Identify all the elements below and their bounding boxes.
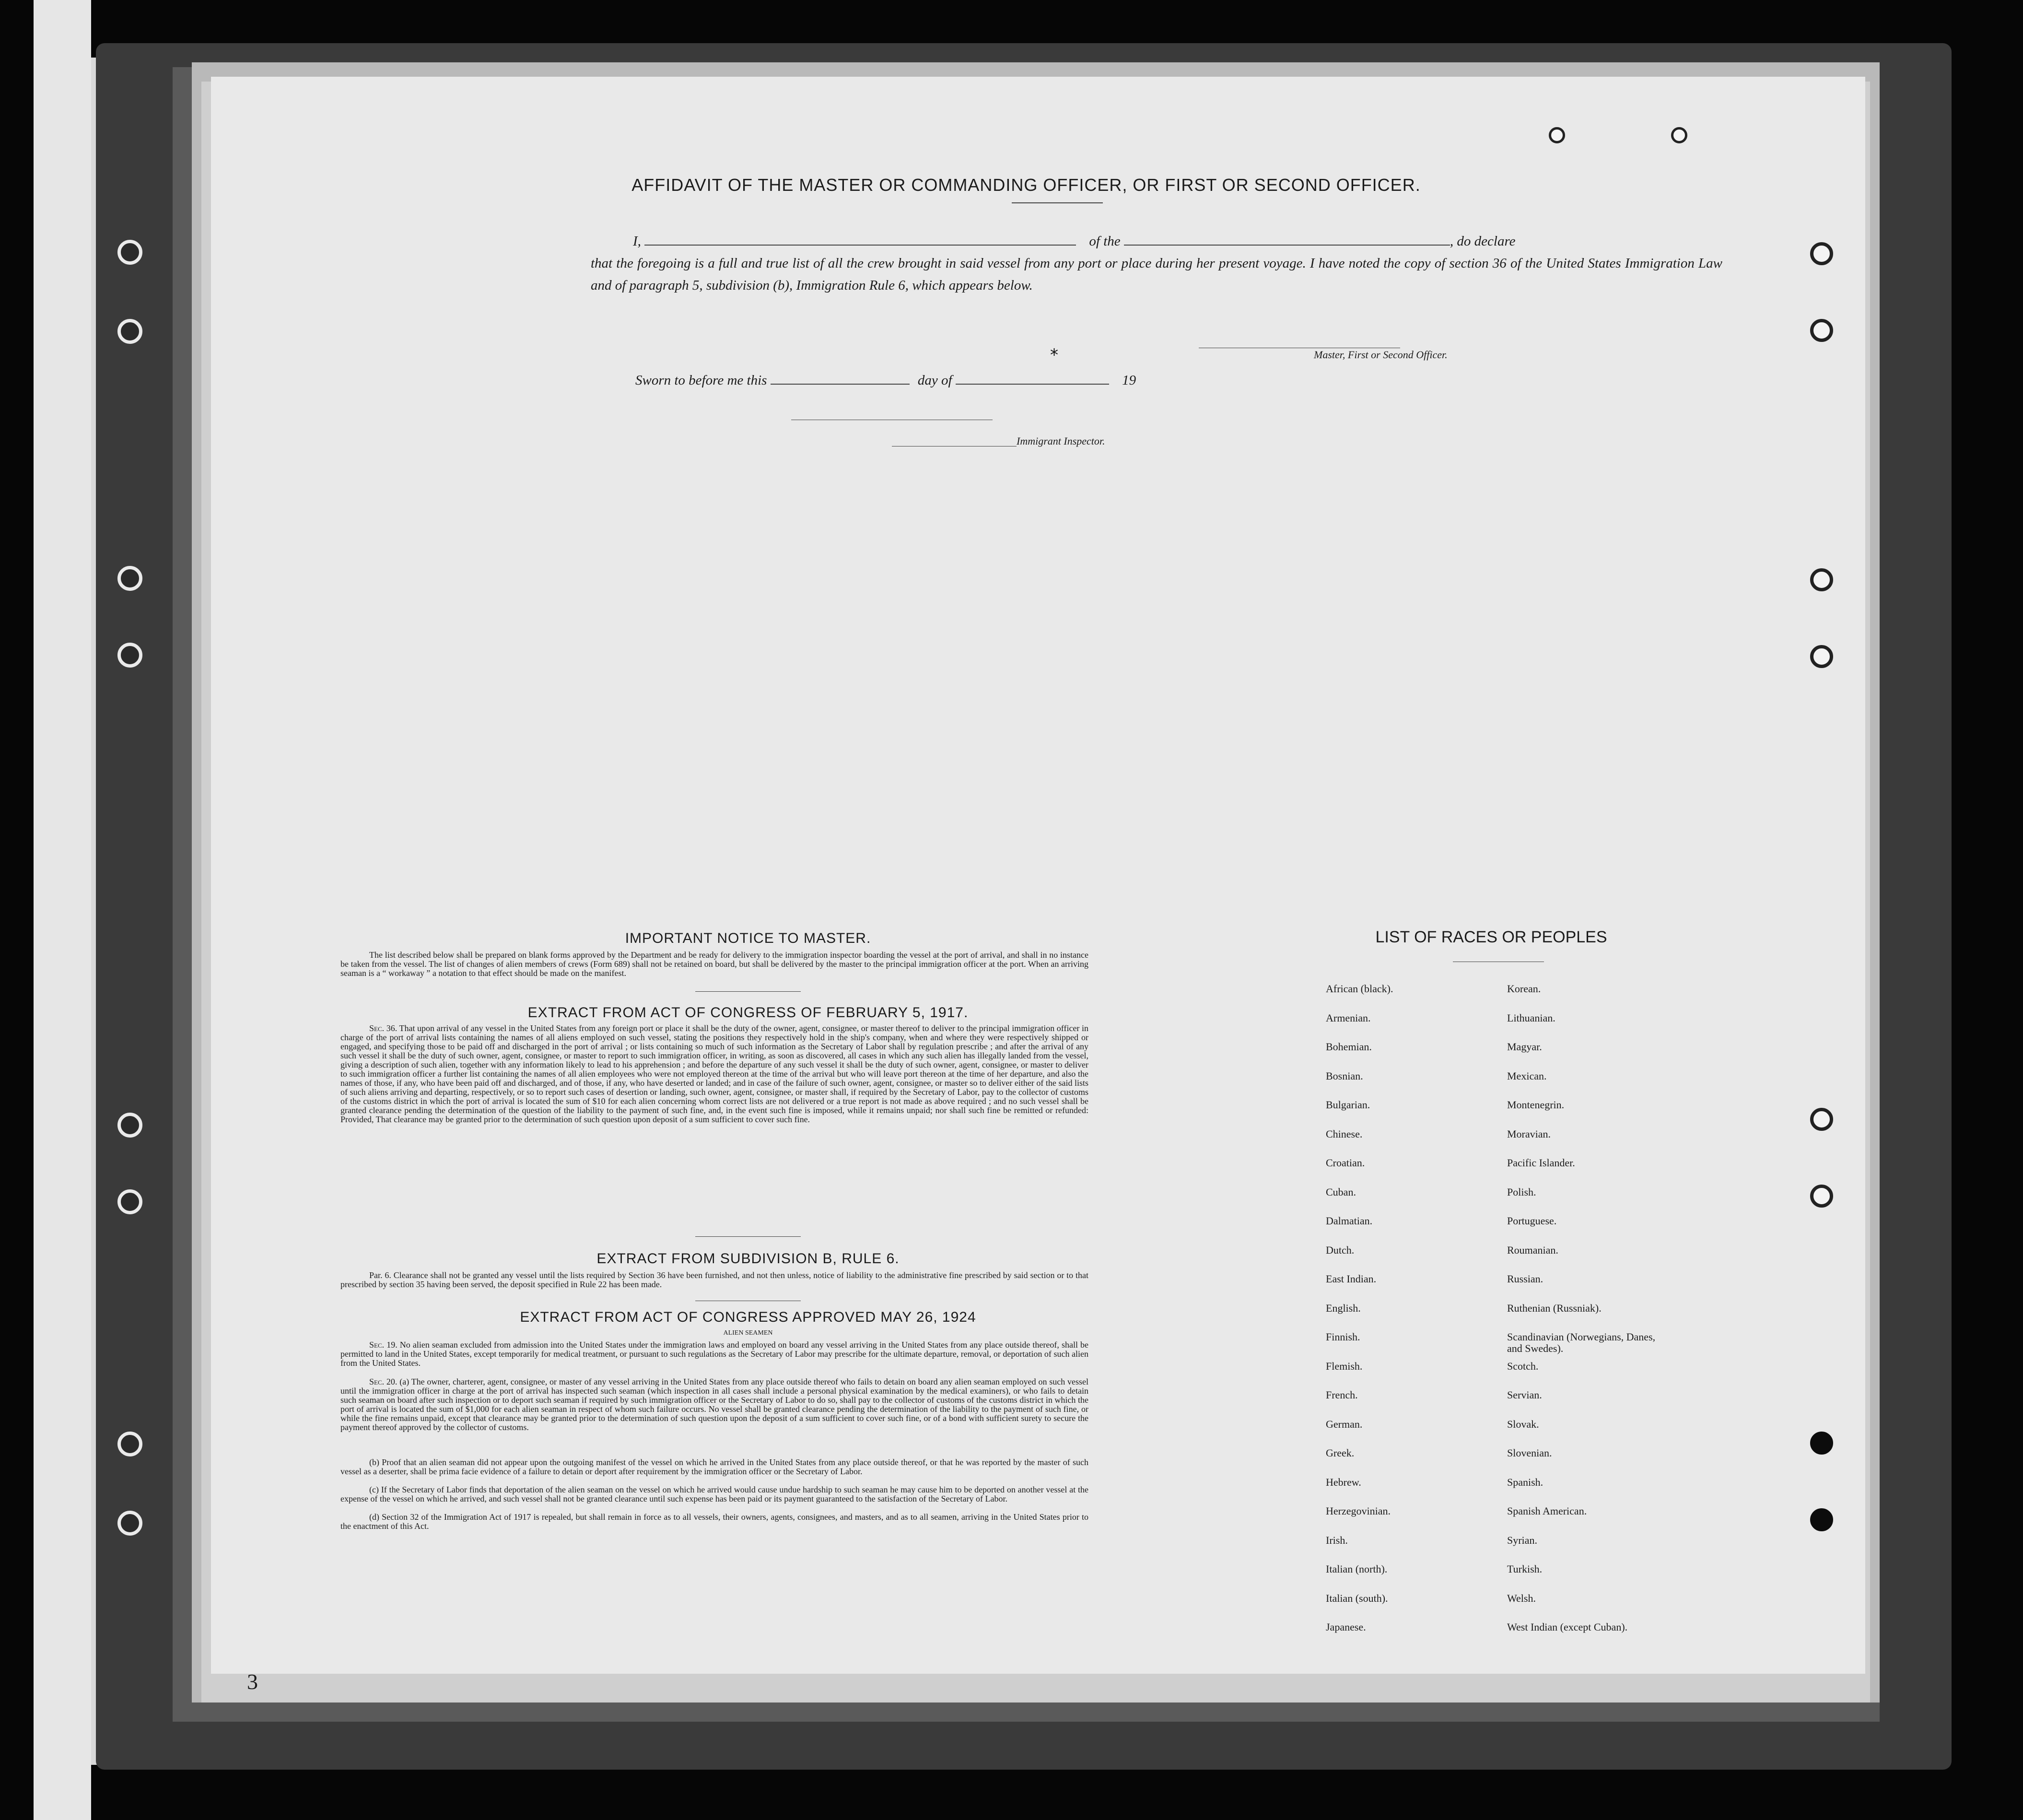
race-item: Herzegovinian. <box>1326 1505 1391 1517</box>
race-item: Polish. <box>1507 1186 1536 1198</box>
race-item: Spanish American. <box>1507 1505 1587 1517</box>
binder-hole-icon <box>117 643 142 668</box>
binder-hole-icon <box>117 1511 142 1536</box>
sec-36-text: That upon arrival of any vessel in the United States from any foreign port or place it shall be the duty of the owner, agent, consignee, or master thereof to deliver to the principal immigration officer in charge of the port of arrival lists containing the names of all aliens employed on such vessel, stating the positions they respectively hold in the ship's company, when and where they were respectively shipped or engaged, and specifying those to be paid off and discharged in the port of arrival ; or lists containing so much of such information as the Secretary of Labor shall by regulation prescribe ; and after the arrival of any such vessel it shall be the duty of such owner, agent, consignee, or master to report to such immigration officer, in writing, as soon as discovered, all cases in which any such alien has illegally landed from the vessel, giving a description of such alien, together with any information likely to lead to his apprehension ; and before the departure of any such vessel it shall be the duty of such owner, agent, consignee, or master to deliver to such immigration officer a further list containing the names of all alien employees who were not employed thereon at the time of the arrival but who will leave port thereon at the time of her departure, and also the names of those, if any, who have been paid off and discharged, and of those, if any, who have deserted or landed; and in case of the failure of such owner, agent, consignee, or master so to deliver either of the said lists of such aliens arriving and departing, respectively, or so to report such cases of desertion or landing, such owner, agent, consignee, or master shall, if required by the Secretary of Labor, pay to the collector of customs of the customs district in which the port of arrival is located the sum of $10 for each alien concerning whom correct lists are not delivered or a true report is not made as above required ; and no such vessel shall be granted clearance pending the determination of the question of the liability to the payment of such fine, and, in the event such fine is imposed, while it remains unpaid; nor shall such fine be remitted or refunded: Provided, That clearance may be granted prior to the determination of such question upon deposit of a sum sufficient to cover such fine. <box>340 1023 1088 1124</box>
binder-hole-icon <box>117 240 142 265</box>
day-blank[interactable] <box>771 371 910 385</box>
affidavit-body: that the foregoing is a full and true list of all the crew brought in said vessel from any port or place during her present voyage. I have noted the copy of section 36 of the United States Immigration Law and of paragraph 5, subdivision (b), Immigration Rule 6, which appears below. <box>591 256 1722 293</box>
race-item: Hebrew. <box>1326 1476 1361 1488</box>
month-blank[interactable] <box>956 371 1109 385</box>
race-item: Portuguese. <box>1507 1215 1557 1227</box>
binder-hole-icon <box>117 319 142 344</box>
race-item: Montenegrin. <box>1507 1099 1565 1111</box>
sec-19-label: Sec. 19. <box>369 1340 398 1350</box>
alien-seamen-subtitle: ALIEN SEAMEN <box>723 1329 773 1337</box>
race-item: Roumanian. <box>1507 1244 1558 1256</box>
race-item: Finnish. <box>1326 1331 1360 1343</box>
affidavit-declare: , do declare <box>1450 234 1516 249</box>
extract-1917-title: EXTRACT FROM ACT OF CONGRESS OF FEBRUARY 5, 1917. <box>527 1005 969 1021</box>
sec-20-label: Sec. 20. <box>369 1377 398 1386</box>
race-item: Scotch. <box>1507 1360 1539 1372</box>
affidavit-line1 <box>633 230 1765 252</box>
rule6-text: Par. 6. Clearance shall not be granted any vessel until the lists required by Section 36 have been furnished, and not then unless, notice of liability to the administrative fine prescribed by said section or to that prescribed by section 35 having been served, the deposit specified in Rule 22 has been made. <box>340 1270 1088 1289</box>
race-item: Russian. <box>1507 1273 1544 1285</box>
binder-hole-icon <box>117 1189 142 1214</box>
extract-1917-text <box>340 1024 1088 1124</box>
title-rule <box>1012 202 1103 203</box>
races-title: LIST OF RACES OR PEOPLES <box>1375 928 1607 946</box>
vessel-blank[interactable] <box>1124 232 1450 246</box>
rule6-title: EXTRACT FROM SUBDIVISION B, RULE 6. <box>596 1251 900 1267</box>
race-item: Slovenian. <box>1507 1447 1552 1459</box>
sec-19 <box>340 1340 1088 1368</box>
affidavit-of-the: of the <box>1089 234 1121 249</box>
race-item: Italian (north). <box>1326 1563 1388 1575</box>
punch-hole-icon <box>1549 127 1565 143</box>
sworn-prefix: Sworn to before me this <box>635 373 767 388</box>
handwritten-mark: ⁎ <box>1050 341 1058 359</box>
punch-hole-icon <box>1810 319 1833 342</box>
punch-hole-icon <box>1810 1432 1833 1455</box>
race-item: Turkish. <box>1507 1563 1543 1575</box>
punch-hole-icon <box>1810 645 1833 668</box>
race-item: Pacific Islander. <box>1507 1157 1575 1169</box>
punch-hole-icon <box>1810 1108 1833 1131</box>
race-item: African (black). <box>1326 983 1393 995</box>
race-item: Korean. <box>1507 983 1541 995</box>
notice-text: The list described below shall be prepared on blank forms approved by the Department and be ready for delivery to the immigration inspector boarding the vessel at the port of arrival, and shall in no instance be taken from the vessel. The list of changes of alien members of crews (Form 689) shall not be retained on board, but shall be delivered by the master to the principal immigration officer at the port. When an arriving seaman is a “ workaway ” a notation to that effect should be made on the manifest. <box>340 950 1088 978</box>
sworn-day-of: day of <box>917 373 952 388</box>
race-item: Welsh. <box>1507 1592 1536 1604</box>
notice-title: IMPORTANT NOTICE TO MASTER. <box>625 930 871 946</box>
binder-strip <box>34 0 91 1820</box>
race-item: Ruthenian (Russniak). <box>1507 1302 1602 1314</box>
race-item: Bulgarian. <box>1326 1099 1370 1111</box>
affidavit-title: AFFIDAVIT OF THE MASTER OR COMMANDING OFFICER, OR FIRST OR SECOND OFFICER. <box>631 175 1421 195</box>
document-page <box>211 77 1865 1674</box>
punch-hole-icon <box>1810 568 1833 591</box>
race-item: Syrian. <box>1507 1534 1537 1546</box>
race-item: Scandinavian (Norwegians, Danes, and Swedes). <box>1507 1331 1656 1354</box>
binder-hole-icon <box>117 1432 142 1456</box>
sworn-year: 19 <box>1122 373 1136 388</box>
punch-hole-icon <box>1810 1508 1833 1531</box>
punch-hole-icon <box>1671 127 1687 143</box>
sec-20a-text: (a) The owner, charterer, agent, consignee, or master of any vessel arriving in the United States from any place outside thereof who fails to detain on board any alien seaman employed on such vessel until the immigration officer in charge at the port of arrival has inspected such seaman (which inspection in all cases shall include a personal physical examination by the medical examiners), or who fails to detain such seaman on board after such inspection or to deport such seaman if required by such immigration officer or the Secretary of Labor to do so, shall pay to the collector of customs of the customs district in which the port of arrival is located the sum of $1,000 for each alien seaman in respect of whom such failure occurs. No vessel shall be granted clearance pending the determination of the liability to the payment of such fine, or while the fine remains unpaid, except that clearance may be granted prior to the determination of such question upon the deposit of a sum sufficient to cover such fine, or of a bond with sufficient surety to secure the payment thereof approved by the collector of customs. <box>340 1377 1089 1432</box>
race-item: Italian (south). <box>1326 1592 1388 1604</box>
race-item: Croatian. <box>1326 1157 1365 1169</box>
extract-1917-rule <box>695 1236 801 1237</box>
race-item: Irish. <box>1326 1534 1348 1546</box>
race-item: Spanish. <box>1507 1476 1544 1488</box>
race-item: Dutch. <box>1326 1244 1355 1256</box>
binder-hole-icon <box>117 1113 142 1138</box>
inspector-caption: Immigrant Inspector. <box>1017 435 1105 447</box>
race-item: Mexican. <box>1507 1069 1547 1082</box>
race-item: Bohemian. <box>1326 1041 1372 1053</box>
sec-20d: (d) Section 32 of the Immigration Act of 1917 is repealed, but shall remain in force as to all vessels, their owners, agents, consignees, and masters, and as to all seamen, arriving in the United States prior to the enactment of this Act. <box>340 1512 1088 1531</box>
punch-hole-icon <box>1810 242 1833 265</box>
punch-hole-icon <box>1810 1185 1833 1208</box>
sec-20c: (c) If the Secretary of Labor finds that deportation of the alien seaman on the vessel on which he arrived would cause undue hardship to such seaman he may cause him to be deported on another vessel at the expense of the vessel on which he arrived, and such vessel shall not be granted clearance until such expense has been paid or its payment guaranteed to the satisfaction of the Secretary of Labor. <box>340 1485 1088 1503</box>
sec-36-label: Sec. 36. <box>369 1023 398 1033</box>
race-item: Servian. <box>1507 1389 1542 1401</box>
race-item: Armenian. <box>1326 1011 1371 1024</box>
race-item: Cuban. <box>1326 1186 1356 1198</box>
name-blank[interactable] <box>644 232 1076 246</box>
race-item: East Indian. <box>1326 1273 1377 1285</box>
affidavit-prefix: I, <box>633 234 641 249</box>
notice-rule <box>695 991 801 992</box>
sec-20b: (b) Proof that an alien seaman did not appear upon the outgoing manifest of the vessel on which he arrived in the United States from any place outside thereof, or that he was reported by the master of such vessel as a deserter, shall be prima facie evidence of a failure to detain or deport after requirement by the immigration officer or the Secretary of Labor. <box>340 1457 1088 1476</box>
race-item: Bosnian. <box>1326 1069 1363 1082</box>
race-item: Moravian. <box>1507 1127 1551 1140</box>
race-item: Flemish. <box>1326 1360 1363 1372</box>
binder-hole-icon <box>117 566 142 591</box>
race-item: Dalmatian. <box>1326 1215 1373 1227</box>
race-item: West Indian (except Cuban). <box>1507 1621 1628 1633</box>
race-item: Slovak. <box>1507 1418 1539 1430</box>
sec-19-text: No alien seaman excluded from admission into the United States under the immigration laws and employed on board any vessel arriving in the United States from any place outside thereof, shall be permitted to land in the United States, except temporarily for medical treatment, or pursuant to such regulations as the Secretary of Labor may prescribe for the ultimate departure, removal, or deportation of such alien from the United States. <box>340 1340 1089 1368</box>
sworn-line <box>635 369 1403 391</box>
race-item: Lithuanian. <box>1507 1011 1555 1024</box>
race-item: Magyar. <box>1507 1041 1542 1053</box>
race-item: French. <box>1326 1389 1358 1401</box>
race-item: Chinese. <box>1326 1127 1363 1140</box>
race-item: English. <box>1326 1302 1361 1314</box>
race-item: Greek. <box>1326 1447 1355 1459</box>
margin-note: 3 <box>247 1669 258 1694</box>
race-item: Japanese. <box>1326 1621 1366 1633</box>
master-caption: Master, First or Second Officer. <box>1314 349 1448 361</box>
race-item: German. <box>1326 1418 1363 1430</box>
extract-1924-title: EXTRACT FROM ACT OF CONGRESS APPROVED MAY 26, 1924 <box>520 1309 976 1325</box>
sec-20a <box>340 1377 1088 1432</box>
